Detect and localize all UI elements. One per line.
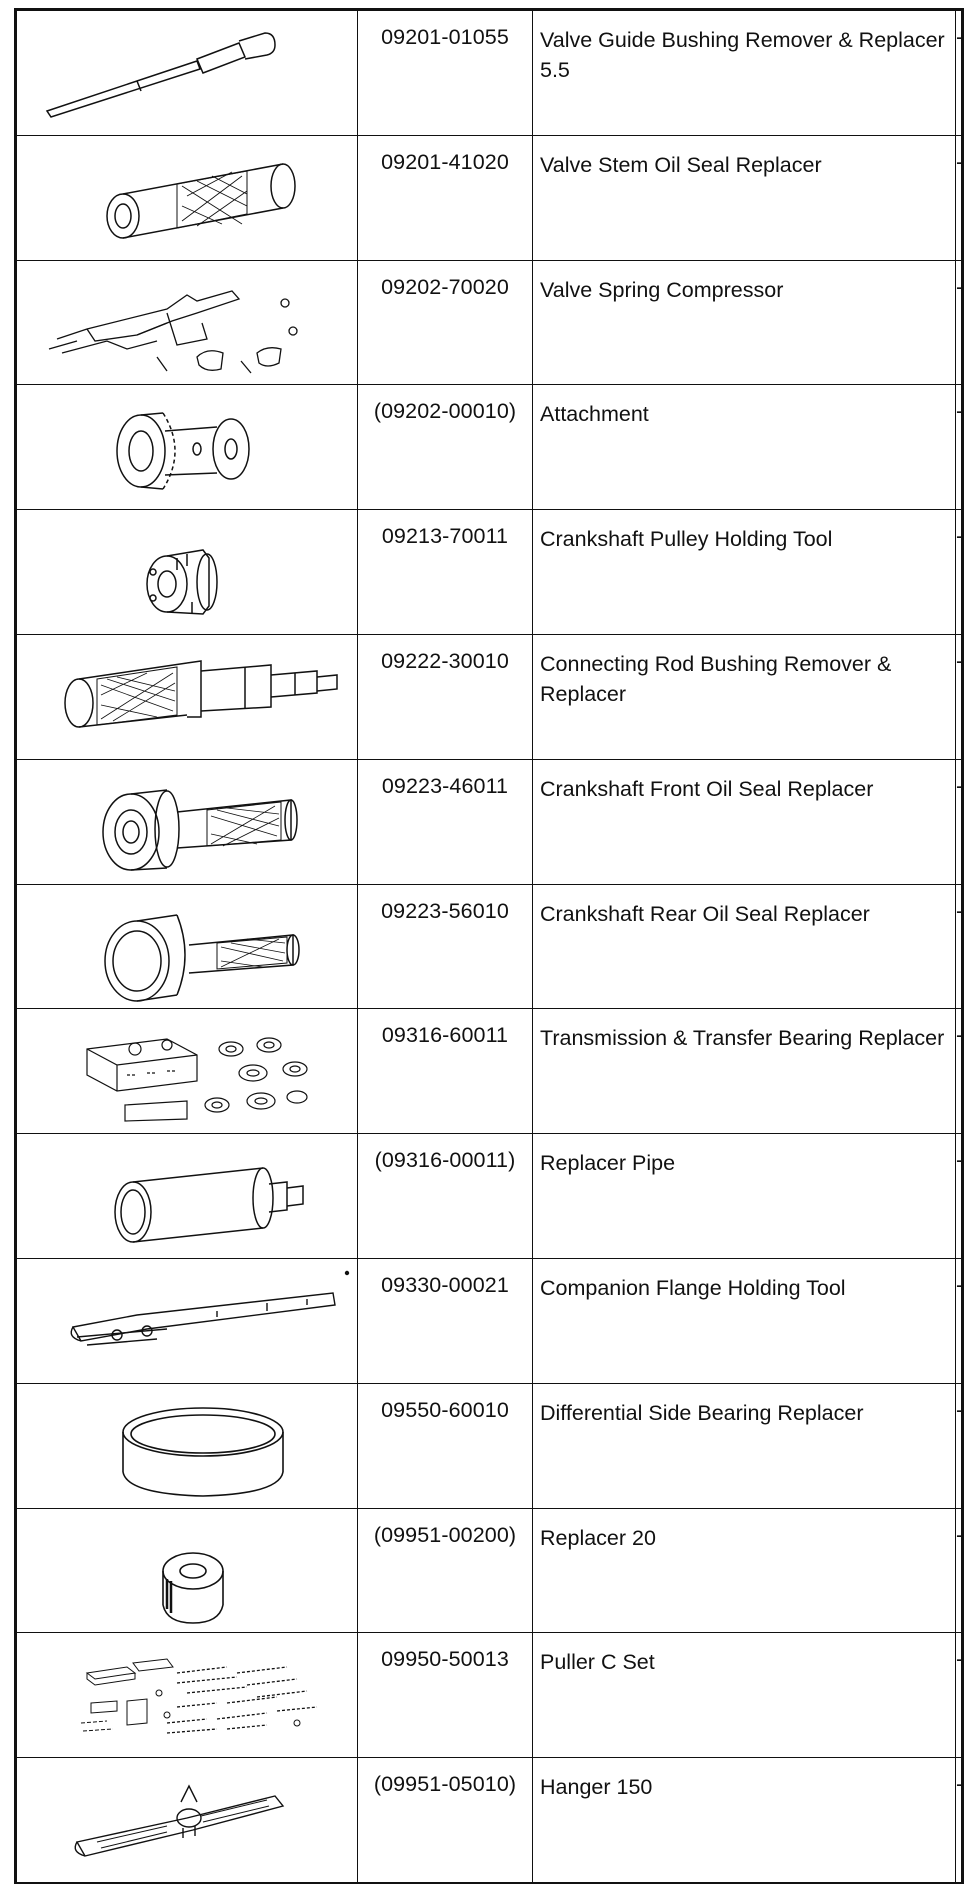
- part-number: (09316-00011): [358, 1134, 533, 1259]
- pulley-holding-tool-icon: [17, 510, 357, 634]
- tool-illustration-cell: [17, 510, 358, 635]
- part-number: 09330-00021: [358, 1258, 533, 1383]
- note-dash: -: [956, 1383, 962, 1508]
- side-bearing-replacer-icon: [17, 1384, 357, 1508]
- tool-illustration-cell: [17, 385, 358, 510]
- rear-seal-replacer-icon: [17, 885, 357, 1009]
- bearing-replacer-set-icon: [17, 1009, 357, 1133]
- note-dash: -: [956, 11, 962, 136]
- tool-illustration-cell: [17, 1758, 358, 1883]
- table-row: [17, 1633, 962, 1758]
- note-dash: -: [956, 1258, 962, 1383]
- special-tools-table: [16, 10, 962, 1883]
- replacer-20-icon: [17, 1509, 357, 1633]
- table-row: [17, 1508, 962, 1633]
- tool-table-sheet: [14, 8, 964, 1884]
- tool-illustration-cell: [17, 1009, 358, 1134]
- part-number: 09223-56010: [358, 884, 533, 1009]
- note-dash: -: [956, 385, 962, 510]
- part-number: 09201-41020: [358, 135, 533, 260]
- tool-illustration-cell: [17, 759, 358, 884]
- part-number: 09201-01055: [358, 11, 533, 136]
- note-dash: -: [956, 135, 962, 260]
- note-dash: -: [956, 884, 962, 1009]
- note-dash: -: [956, 1009, 962, 1134]
- table-row: [17, 510, 962, 635]
- flange-holding-tool-icon: [17, 1259, 357, 1383]
- tool-name: Connecting Rod Bushing Remover & Replacer: [533, 634, 956, 759]
- note-dash: -: [956, 759, 962, 884]
- attachment-icon: [17, 385, 357, 509]
- tool-illustration-cell: [17, 1508, 358, 1633]
- part-number: 09316-60011: [358, 1009, 533, 1134]
- tool-name: Valve Guide Bushing Remover & Replacer 5.5: [533, 11, 956, 136]
- part-number: (09202-00010): [358, 385, 533, 510]
- tool-name: Puller C Set: [533, 1633, 956, 1758]
- table-row: [17, 634, 962, 759]
- tool-illustration-cell: [17, 260, 358, 385]
- replacer-pipe-icon: [17, 1134, 357, 1258]
- bushing-remover-icon: [17, 11, 357, 135]
- tool-illustration-cell: [17, 1633, 358, 1758]
- note-dash: -: [956, 1633, 962, 1758]
- part-number: (09951-00200): [358, 1508, 533, 1633]
- tool-name: Replacer Pipe: [533, 1134, 956, 1259]
- tool-name: Crankshaft Pulley Holding Tool: [533, 510, 956, 635]
- oil-seal-replacer-icon: [17, 136, 357, 260]
- tool-illustration-cell: [17, 884, 358, 1009]
- note-dash: -: [956, 260, 962, 385]
- tool-name: Valve Spring Compressor: [533, 260, 956, 385]
- table-row: [17, 759, 962, 884]
- table-row: [17, 11, 962, 136]
- table-row: [17, 1009, 962, 1134]
- tool-name: Transmission & Transfer Bearing Replacer: [533, 1009, 956, 1134]
- table-row: [17, 1383, 962, 1508]
- table-row: [17, 135, 962, 260]
- part-number: 09202-70020: [358, 260, 533, 385]
- table-row: [17, 884, 962, 1009]
- part-number: 09213-70011: [358, 510, 533, 635]
- note-dash: -: [956, 1508, 962, 1633]
- tool-name: Replacer 20: [533, 1508, 956, 1633]
- note-dash: -: [956, 1134, 962, 1259]
- front-seal-replacer-icon: [17, 760, 357, 884]
- tool-illustration-cell: [17, 634, 358, 759]
- puller-set-icon: [17, 1633, 357, 1757]
- table-row: [17, 1258, 962, 1383]
- tool-illustration-cell: [17, 1383, 358, 1508]
- tool-name: Attachment: [533, 385, 956, 510]
- rod-bushing-tool-icon: [17, 635, 357, 759]
- part-number: 09223-46011: [358, 759, 533, 884]
- note-dash: -: [956, 1758, 962, 1883]
- tool-name: Companion Flange Holding Tool: [533, 1258, 956, 1383]
- note-dash: -: [956, 634, 962, 759]
- tool-name: Hanger 150: [533, 1758, 956, 1883]
- table-row: [17, 1758, 962, 1883]
- tool-illustration-cell: [17, 11, 358, 136]
- spring-compressor-icon: [17, 261, 357, 385]
- tool-name: Valve Stem Oil Seal Replacer: [533, 135, 956, 260]
- tool-illustration-cell: [17, 1134, 358, 1259]
- note-dash: -: [956, 510, 962, 635]
- table-row: [17, 260, 962, 385]
- hanger-icon: [17, 1758, 357, 1882]
- table-row: [17, 1134, 962, 1259]
- part-number: 09950-50013: [358, 1633, 533, 1758]
- part-number: (09951-05010): [358, 1758, 533, 1883]
- tool-name: Differential Side Bearing Replacer: [533, 1383, 956, 1508]
- tool-illustration-cell: [17, 1258, 358, 1383]
- table-row: [17, 385, 962, 510]
- tool-illustration-cell: [17, 135, 358, 260]
- part-number: 09222-30010: [358, 634, 533, 759]
- tool-name: Crankshaft Rear Oil Seal Replacer: [533, 884, 956, 1009]
- part-number: 09550-60010: [358, 1383, 533, 1508]
- tool-name: Crankshaft Front Oil Seal Replacer: [533, 759, 956, 884]
